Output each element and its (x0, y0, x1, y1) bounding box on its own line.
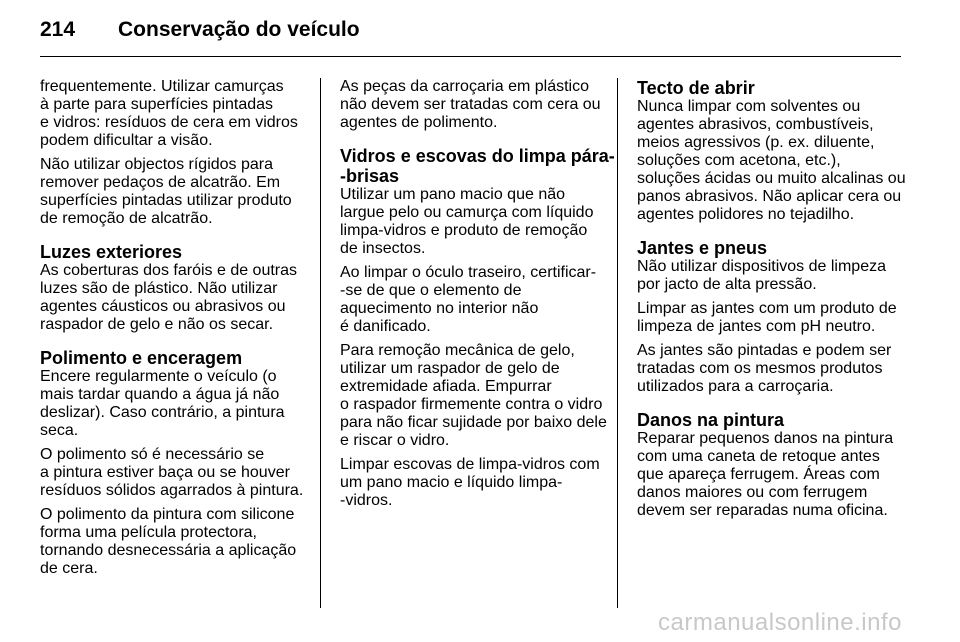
paragraph: frequentemente. Utilizar camurças à parte para superfícies pintadas e vidros: resíduos de cera em vidros podem dificultar a visão. (40, 78, 298, 149)
paragraph: As coberturas dos faróis e de outras luzes são de plástico. Não utilizar agentes cáusticos ou abrasivos ou raspador de gelo e não os secar. (40, 262, 298, 333)
section-polishing-waxing (40, 348, 310, 578)
section-heading: Polimento e enceragem (40, 348, 243, 368)
page-title: Conservação do veículo (118, 18, 360, 41)
header-rule (40, 56, 901, 57)
section-wheels-tyres (637, 238, 907, 396)
section-heading: Luzes exteriores (40, 242, 183, 262)
section-heading: Jantes e pneus (637, 238, 768, 258)
section-paint-damage (637, 410, 907, 520)
watermark: carmanualsonline.info (658, 609, 902, 636)
paragraph: O polimento da pintura com silicone forma uma película protectora, tornando desnecessária a aplicação de cera. (40, 506, 297, 577)
column-1 (40, 78, 310, 584)
paragraph: As peças da carroçaria em plástico não devem ser tratadas com cera ou agentes de polimento. (340, 78, 601, 131)
section-sunroof (637, 78, 907, 224)
paragraph: Encere regularmente o veículo (o mais tardar quando a água já não deslizar). Caso contrário, a pintura seca. (40, 368, 285, 439)
paragraph: Para remoção mecânica de gelo, utilizar um raspador de gelo de extremidade afiada. Empurrar o raspador firmemente contra o vidro para não ficar sujidade por baixo dele e riscar o vidro. (340, 342, 607, 449)
paragraph: Não utilizar objectos rígidos para remover pedaços de alcatrão. Em superfícies pintadas utilizar produto de remoção de alcatrão. (40, 156, 292, 227)
paragraph: Ao limpar o óculo traseiro, certificar- -se de que o elemento de aquecimento no interior não é danificado. (340, 264, 597, 335)
paragraph: Limpar escovas de limpa-vidros com um pano macio e líquido limpa- -vidros. (340, 456, 600, 509)
column-divider (320, 78, 321, 608)
column-2 (340, 78, 615, 516)
section-heading: Vidros e escovas do limpa pára- -brisas (340, 146, 615, 186)
paragraph: Nunca limpar com solventes ou agentes abrasivos, combustíveis, meios agressivos (p. ex. diluente, soluções com acetona, etc.), soluções ácidas ou muito alcalinas ou panos abrasivos. Não aplicar cera ou agentes polidores no tejadilho. (637, 98, 906, 223)
paragraph: Não utilizar dispositivos de limpeza por jacto de alta pressão. (637, 258, 886, 293)
column-3 (637, 78, 907, 526)
paragraph: Reparar pequenos danos na pintura com uma caneta de retoque antes que apareça ferrugem. Áreas com danos maiores ou com ferrugem devem ser reparadas numa oficina. (637, 430, 894, 519)
paragraph: Utilizar um pano macio que não largue pelo ou camurça com líquido limpa-vidros e produto de remoção de insectos. (340, 186, 594, 257)
section-heading: Tecto de abrir (637, 78, 755, 98)
paragraph: O polimento só é necessário se a pintura estiver baça ou se houver resíduos sólidos agarrados à pintura. (40, 446, 304, 499)
paragraph: Limpar as jantes com um produto de limpeza de jantes com pH neutro. (637, 300, 897, 335)
section-windows-wipers (340, 146, 615, 510)
column-divider (617, 78, 618, 608)
section-heading: Danos na pintura (637, 410, 785, 430)
section-exterior-lights (40, 242, 310, 334)
paragraph: As jantes são pintadas e podem ser tratadas com os mesmos produtos utilizados para a carroçaria. (637, 342, 892, 395)
page-number: 214 (40, 18, 76, 41)
